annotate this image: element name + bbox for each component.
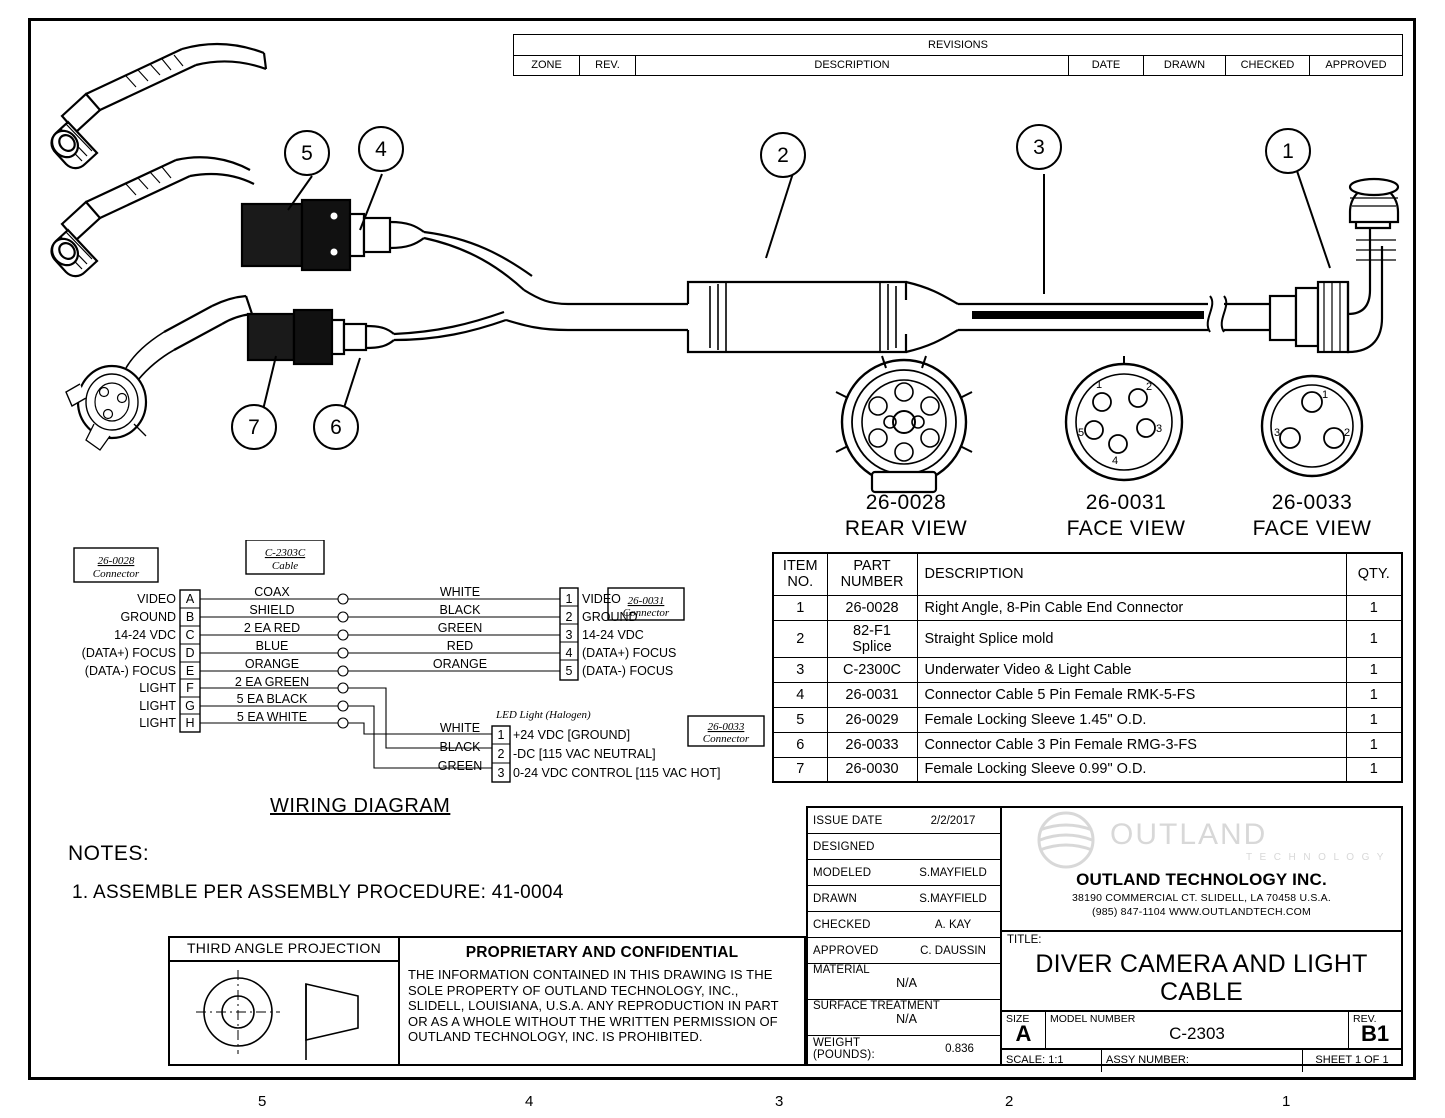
svg-text:14-24 VDC: 14-24 VDC — [114, 628, 176, 642]
svg-text:Connector: Connector — [92, 568, 140, 580]
tb-value-weight: 0.836 — [945, 1043, 974, 1055]
bom-item: 5 — [773, 707, 827, 732]
svg-text:2 EA GREEN: 2 EA GREEN — [234, 675, 310, 689]
svg-text:0-24 VDC CONTROL [115 VAC HOT]: 0-24 VDC CONTROL [115 VAC HOT] — [513, 766, 721, 780]
bom-part: 26-0030 — [827, 757, 917, 782]
notes-heading: NOTES: — [68, 842, 150, 865]
bom-desc: Underwater Video & Light Cable — [917, 657, 1346, 682]
bom-desc: Female Locking Sleeve 1.45" O.D. — [917, 707, 1346, 732]
drawing-title-value — [1002, 950, 1401, 1006]
bom-part: 26-0028 — [827, 595, 917, 620]
table-row — [773, 732, 1402, 757]
tb-value-checked: A. KAY — [934, 918, 972, 931]
rev-label: REV. — [1353, 1013, 1377, 1025]
bom-item: 4 — [773, 682, 827, 707]
svg-text:2 EA RED: 2 EA RED — [243, 621, 301, 635]
tb-label-approved: APPROVED — [813, 944, 879, 957]
bom-part: C-2300C — [827, 657, 917, 682]
table-row — [773, 682, 1402, 707]
company-name: OUTLAND TECHNOLOGY INC. — [1076, 870, 1327, 889]
third-angle-symbol — [170, 962, 398, 1066]
svg-text:D: D — [185, 646, 195, 660]
callout-5: 5 — [284, 130, 330, 176]
table-row — [773, 595, 1402, 620]
svg-text:ORANGE: ORANGE — [244, 657, 300, 671]
svg-text:E: E — [185, 664, 195, 678]
size-value: A — [1015, 1021, 1032, 1046]
revisions-col-checked: CHECKED — [1226, 56, 1310, 75]
callout-1: 1 — [1265, 128, 1311, 174]
drawing-title-label: TITLE: — [1007, 934, 1042, 946]
view-label-26-0033 — [1212, 490, 1412, 542]
size-label: SIZE — [1006, 1013, 1030, 1025]
bom-item: 7 — [773, 757, 827, 782]
sheet-cell: SHEET 1 OF 1 — [1315, 1054, 1389, 1066]
zone-number-3: 3 — [775, 1093, 784, 1110]
svg-text:A: A — [185, 592, 195, 606]
bom-qty: 1 — [1346, 707, 1402, 732]
right-angle-connector-art — [1270, 179, 1398, 352]
tb-label-issue-date: ISSUE DATE — [813, 814, 883, 827]
svg-text:GREEN: GREEN — [437, 621, 483, 635]
zone-number-1: 1 — [1282, 1093, 1291, 1110]
company-phone-web: (985) 847-1104 WWW.OUTLANDTECH.COM — [1092, 906, 1311, 918]
svg-text:SHIELD: SHIELD — [249, 603, 295, 617]
svg-text:5: 5 — [1078, 427, 1085, 439]
notes-item-1: 1. ASSEMBLE PER ASSEMBLY PROCEDURE: 41-0004 — [72, 882, 564, 903]
drawing-title-row — [1002, 932, 1401, 1012]
bom-qty: 1 — [1346, 620, 1402, 657]
leader-1 — [1296, 168, 1330, 268]
table-row — [773, 620, 1402, 657]
title-block-left — [808, 808, 1002, 1064]
wiring-diagram — [60, 540, 780, 800]
connector-view-26-0033 — [1262, 376, 1362, 476]
svg-text:2: 2 — [1344, 427, 1351, 439]
view-name-26-0028: REAR VIEW — [844, 517, 968, 540]
bom-item: 6 — [773, 732, 827, 757]
assembly-illustration — [34, 24, 1410, 544]
scale-value: 1:1 — [1048, 1054, 1064, 1066]
bom-item: 1 — [773, 595, 827, 620]
bom-desc: Right Angle, 8-Pin Cable End Connector — [917, 595, 1346, 620]
bom-desc: Connector Cable 3 Pin Female RMG-3-FS — [917, 732, 1346, 757]
svg-text:OUTLAND: OUTLAND — [1110, 818, 1268, 851]
bom-header-qty: QTY. — [1346, 553, 1402, 595]
view-part-26-0028: 26-0028 — [865, 491, 947, 514]
assy-number-label: ASSY NUMBER: — [1106, 1054, 1189, 1066]
bom-header-part — [827, 553, 917, 595]
svg-text:COAX: COAX — [254, 585, 290, 599]
svg-text:(DATA+) FOCUS: (DATA+) FOCUS — [81, 646, 176, 660]
bom-header-part-line1: PART — [853, 558, 891, 575]
svg-text:26-0031: 26-0031 — [627, 595, 665, 607]
callout-6: 6 — [313, 404, 359, 450]
zone-number-5: 5 — [258, 1093, 267, 1110]
view-part-26-0033: 26-0033 — [1271, 491, 1353, 514]
leader-2 — [766, 170, 794, 258]
table-row — [773, 657, 1402, 682]
bom-qty: 1 — [1346, 595, 1402, 620]
tb-value-surface: N/A — [896, 1012, 917, 1026]
scale-cell — [1002, 1050, 1102, 1072]
zone-number-4: 4 — [525, 1093, 534, 1110]
svg-text:GROUND: GROUND — [582, 610, 638, 624]
tb-label-weight: WEIGHT (POUNDS): — [813, 1037, 875, 1061]
table-row — [773, 707, 1402, 732]
svg-text:F: F — [186, 681, 194, 695]
wiring-diagram-title: WIRING DIAGRAM — [270, 795, 451, 817]
bom-header-item — [773, 553, 827, 595]
bom-desc: Connector Cable 5 Pin Female RMK-5-FS — [917, 682, 1346, 707]
bom-part: 26-0033 — [827, 732, 917, 757]
third-angle-projection-block — [168, 936, 400, 1066]
svg-text:LED Light (Halogen): LED Light (Halogen) — [496, 709, 591, 721]
outland-logo-icon — [1010, 810, 1410, 870]
proprietary-notice — [400, 936, 806, 1066]
bnc-connector-lower — [47, 157, 254, 276]
svg-text:LIGHT: LIGHT — [139, 681, 176, 695]
svg-text:(DATA-) FOCUS: (DATA-) FOCUS — [84, 664, 176, 678]
bom-header-item-line1: ITEM — [782, 558, 818, 575]
tb-row-issue-date — [808, 808, 1000, 834]
tb-value-issue-date: 2/2/2017 — [930, 814, 976, 827]
svg-text:(DATA-) FOCUS: (DATA-) FOCUS — [582, 664, 674, 678]
zone-number-strip — [0, 1093, 1445, 1115]
svg-text:5 EA BLACK: 5 EA BLACK — [236, 692, 308, 706]
revisions-col-zone: ZONE — [514, 56, 580, 75]
title-block-right — [1002, 808, 1401, 1064]
view-name-26-0031: FACE VIEW — [1066, 517, 1186, 540]
third-angle-title: THIRD ANGLE PROJECTION — [170, 938, 398, 962]
revisions-title: REVISIONS — [514, 35, 1402, 56]
model-number-cell — [1046, 1012, 1349, 1048]
svg-text:WHITE: WHITE — [439, 721, 481, 735]
bom-header-description: DESCRIPTION — [917, 553, 1346, 595]
three-pin-connector-art — [66, 296, 252, 450]
svg-text:GROUND: GROUND — [120, 610, 176, 624]
svg-text:BLACK: BLACK — [439, 740, 481, 754]
svg-text:T E C H N O L O G Y: T E C H N O L O G Y — [1246, 852, 1386, 863]
svg-text:1: 1 — [497, 728, 505, 742]
bom-item: 2 — [773, 620, 827, 657]
svg-text:LIGHT: LIGHT — [139, 699, 176, 713]
svg-text:LIGHT: LIGHT — [139, 716, 176, 730]
bom-part: 26-0031 — [827, 682, 917, 707]
upper-branch-connector — [242, 200, 532, 290]
bom-desc: Straight Splice mold — [917, 620, 1346, 657]
bom-header-item-line2: NO. — [787, 574, 814, 591]
drawing-title-line2: CABLE — [1160, 978, 1243, 1006]
tb-label-designed: DESIGNED — [813, 840, 875, 853]
tb-label-material: MATERIAL — [813, 964, 870, 976]
tb-value-modeled: S.MAYFIELD — [919, 866, 987, 879]
company-logo-area — [1002, 808, 1401, 932]
view-label-26-0028 — [806, 490, 1006, 542]
connector-view-26-0028 — [836, 356, 972, 492]
tb-row-weight — [808, 1036, 1000, 1062]
bill-of-materials — [772, 552, 1403, 783]
tb-row-designed — [808, 834, 1000, 860]
drawing-title-line1: DIVER CAMERA AND LIGHT — [1035, 950, 1368, 978]
revisions-col-approved: APPROVED — [1325, 59, 1387, 71]
svg-text:H: H — [185, 716, 195, 730]
svg-text:VIDEO: VIDEO — [137, 592, 176, 606]
view-label-26-0031 — [1026, 490, 1226, 542]
table-row — [773, 757, 1402, 782]
view-part-26-0031: 26-0031 — [1085, 491, 1167, 514]
svg-text:26-0028: 26-0028 — [97, 555, 135, 567]
tb-value-drawn: S.MAYFIELD — [919, 892, 987, 905]
svg-text:C-2303C: C-2303C — [264, 547, 306, 559]
callout-3: 3 — [1016, 124, 1062, 170]
tb-value-approved: C. DAUSSIN — [920, 944, 986, 957]
svg-text:VIDEO: VIDEO — [582, 592, 621, 606]
svg-text:WHITE: WHITE — [439, 585, 481, 599]
tb-label-modeled: MODELED — [813, 866, 872, 879]
tb-row-modeled — [808, 860, 1000, 886]
size-cell — [1002, 1012, 1046, 1048]
cable-splice — [506, 282, 1270, 352]
svg-text:G: G — [185, 699, 195, 713]
svg-text:3: 3 — [1156, 423, 1163, 435]
svg-text:RED: RED — [446, 639, 474, 653]
zone-number-2: 2 — [1005, 1093, 1014, 1110]
tb-row-material — [808, 964, 1000, 1000]
model-number-label: MODEL NUMBER — [1050, 1013, 1136, 1025]
spec-row — [1002, 1012, 1401, 1050]
svg-text:+24 VDC [GROUND]: +24 VDC [GROUND] — [513, 728, 631, 742]
tb-row-checked — [808, 912, 1000, 938]
title-block — [806, 806, 1403, 1066]
svg-text:-DC [115 VAC NEUTRAL]: -DC [115 VAC NEUTRAL] — [513, 747, 656, 761]
svg-text:2: 2 — [1146, 381, 1153, 393]
svg-text:4: 4 — [565, 646, 573, 660]
svg-text:Connector: Connector — [702, 733, 750, 745]
svg-text:1: 1 — [565, 592, 573, 606]
svg-text:BLUE: BLUE — [255, 639, 289, 653]
bom-qty: 1 — [1346, 657, 1402, 682]
tb-label-drawn: DRAWN — [813, 892, 858, 905]
svg-text:3: 3 — [1274, 427, 1281, 439]
revisions-col-date: DATE — [1069, 56, 1144, 75]
svg-text:1: 1 — [1322, 389, 1329, 401]
svg-text:14-24 VDC: 14-24 VDC — [582, 628, 644, 642]
tb-value-material: N/A — [896, 976, 917, 990]
svg-text:5 EA WHITE: 5 EA WHITE — [236, 710, 308, 724]
bnc-connector-upper — [47, 44, 266, 168]
svg-text:ORANGE: ORANGE — [432, 657, 488, 671]
svg-text:3: 3 — [565, 628, 573, 642]
tb-row-surface — [808, 1000, 1000, 1036]
svg-text:Connector: Connector — [622, 607, 670, 619]
bom-qty: 1 — [1346, 757, 1402, 782]
svg-text:26-0033: 26-0033 — [707, 721, 745, 733]
bom-header-part-line2: NUMBER — [840, 574, 904, 591]
svg-text:BLACK: BLACK — [439, 603, 481, 617]
svg-text:Cable: Cable — [271, 560, 299, 572]
svg-text:C: C — [185, 628, 195, 642]
svg-text:5: 5 — [565, 664, 573, 678]
view-name-26-0033: FACE VIEW — [1252, 517, 1372, 540]
bom-header-row — [773, 553, 1402, 595]
rev-cell — [1349, 1012, 1401, 1048]
svg-text:2: 2 — [497, 747, 505, 761]
svg-text:4: 4 — [1112, 455, 1119, 467]
company-address: 38190 COMMERCIAL CT. SLIDELL, LA 70458 U.S.A. — [1072, 892, 1331, 904]
tb-label-checked: CHECKED — [813, 918, 871, 931]
callout-7: 7 — [231, 404, 277, 450]
rev-value: B1 — [1360, 1021, 1390, 1046]
revisions-col-rev: REV. — [580, 56, 636, 75]
callout-2: 2 — [760, 132, 806, 178]
bom-desc: Female Locking Sleeve 0.99" O.D. — [917, 757, 1346, 782]
tb-row-approved — [808, 938, 1000, 964]
proprietary-body: THE INFORMATION CONTAINED IN THIS DRAWING IS THE SOLE PROPERTY OF OUTLAND TECHNOLOGY, INC., SLIDELL, LOUISIANA, U.S.A. ANY REPRODUCTION IN PART OR AS A WHOLE WITHOUT THE WRITTEN PERMISSION OF OUTLAND TECHNOLOGY, INC. IS PROHIBITED. — [408, 967, 779, 1045]
bom-qty: 1 — [1346, 732, 1402, 757]
tb-label-surface: SURFACE TREATMENT — [813, 1000, 940, 1012]
model-number-value: C-2303 — [1169, 1024, 1225, 1043]
tb-row-drawn — [808, 886, 1000, 912]
bom-part: 82-F1 Splice — [827, 620, 917, 657]
scale-label: SCALE: — [1006, 1054, 1046, 1066]
svg-text:GREEN: GREEN — [437, 759, 483, 773]
svg-text:2: 2 — [565, 610, 573, 624]
bom-part: 26-0029 — [827, 707, 917, 732]
proprietary-heading: PROPRIETARY AND CONFIDENTIAL — [465, 944, 739, 961]
svg-text:(DATA+) FOCUS: (DATA+) FOCUS — [582, 646, 677, 660]
callout-4: 4 — [358, 126, 404, 172]
leader-7 — [262, 356, 276, 414]
svg-text:1: 1 — [1096, 379, 1103, 391]
bom-item: 3 — [773, 657, 827, 682]
bom-qty: 1 — [1346, 682, 1402, 707]
assy-number-cell — [1102, 1050, 1303, 1072]
svg-text:3: 3 — [497, 766, 505, 780]
revisions-col-description: DESCRIPTION — [636, 56, 1069, 75]
revisions-col-drawn: DRAWN — [1144, 56, 1226, 75]
lower-branch-connector — [248, 310, 506, 364]
scale-row — [1002, 1050, 1401, 1072]
svg-text:B: B — [185, 610, 195, 624]
connector-view-26-0031 — [1066, 356, 1182, 480]
